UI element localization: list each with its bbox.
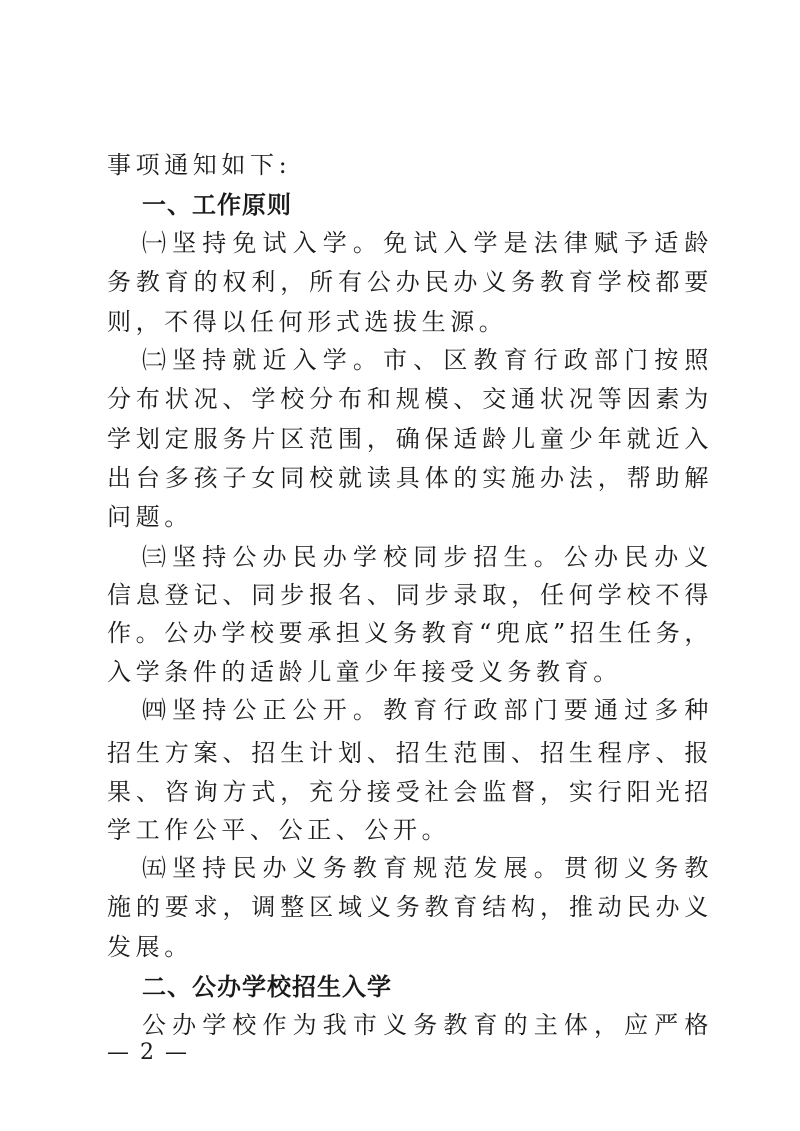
paragraph-line: 则，不得以任何形式选拔生源。 xyxy=(107,308,508,336)
paragraph-line: ㈠坚持免试入学。免试入学是法律赋予适龄 xyxy=(142,229,713,257)
paragraph-line: 果、咨询方式，充分接受社会监督，实行阳光招 xyxy=(107,778,713,806)
paragraph-line: 招生方案、招生计划、招生范围、招生程序、报 xyxy=(107,739,713,767)
paragraph-line: 信息登记、同步报名、同步录取，任何学校不得 xyxy=(107,581,713,609)
paragraph-line: 学工作公平、公正、公开。 xyxy=(107,816,451,844)
paragraph-line: 学划定服务片区范围，确保适龄儿童少年就近入 xyxy=(107,425,713,453)
intro-line: 事项通知如下: xyxy=(107,151,292,179)
paragraph-line: ㈤坚持民办义务教育规范发展。贯彻义务教 xyxy=(142,854,713,882)
page-number: — 2 — xyxy=(107,1040,189,1065)
paragraph-line: 公办学校作为我市义务教育的主体，应严格 xyxy=(142,1011,713,1039)
section-heading-2: 二、公办学校招生入学 xyxy=(142,973,392,1001)
paragraph-line: ㈣坚持公正公开。教育行政部门要通过多种 xyxy=(142,696,713,724)
paragraph-line: 发展。 xyxy=(107,933,193,961)
paragraph-line: 施的要求，调整区域义务教育结构，推动民办义 xyxy=(107,893,713,921)
paragraph-line: ㈢坚持公办民办学校同步招生。公办民办义 xyxy=(142,543,713,571)
paragraph-line: 出台多孩子女同校就读具体的实施办法，帮助解 xyxy=(107,464,713,492)
paragraph-line: ㈡坚持就近入学。市、区教育行政部门按照 xyxy=(142,346,713,374)
paragraph-line: 分布状况、学校分布和规模、交通状况等因素为 xyxy=(107,385,713,413)
paragraph-line: 问题。 xyxy=(107,503,193,531)
paragraph-line: 作。公办学校要承担义务教育“兜底”招生任务， xyxy=(107,619,713,647)
paragraph-line: 务教育的权利，所有公办民办义务教育学校都要 xyxy=(107,268,713,296)
paragraph-line: 入学条件的适龄儿童少年接受义务教育。 xyxy=(107,658,622,686)
section-heading-1: 一、工作原则 xyxy=(142,191,292,219)
